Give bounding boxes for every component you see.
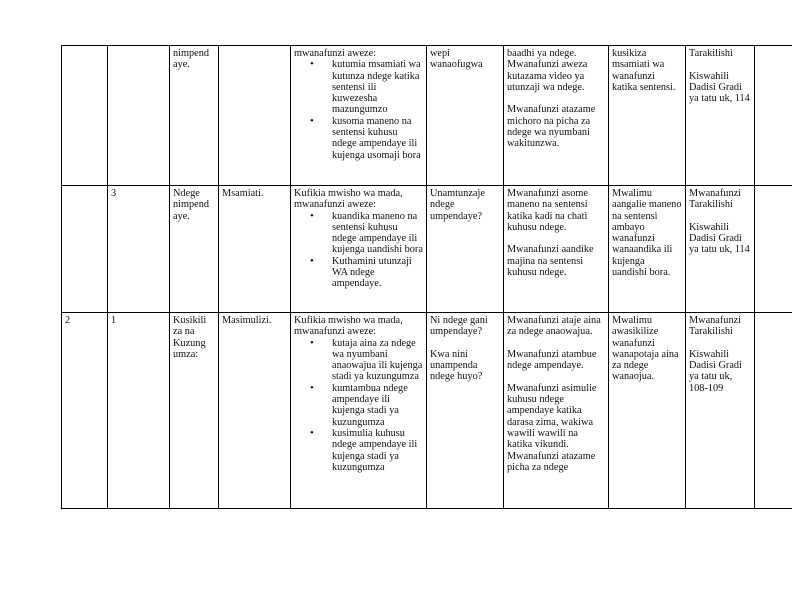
assessment-cell: kusikiza msamiati wa wanafunzi katika sentensi. — [609, 46, 686, 186]
outcome-item: • kusoma maneno na sentensi kuhusu ndege ampendaye ili kujenga usomaji bora — [332, 116, 423, 161]
strand-line: za na — [173, 326, 195, 338]
lesson-cell: 3 — [108, 186, 170, 313]
lesson-cell — [108, 46, 170, 186]
experience: baadhi ya ndege. Mwanafunzi aweza kutazama video ya utunzaji wa ndege. — [507, 48, 588, 93]
strand-cell — [170, 46, 219, 186]
questions-cell — [427, 313, 504, 509]
outcomes-list — [294, 338, 423, 474]
outcomes-list — [294, 59, 423, 161]
outcome-item: • kutumia msamiati wa kutunza ndege katika sentensi ili kuwezesha mazungumzo — [332, 59, 423, 115]
lesson-plan-table — [61, 45, 792, 509]
resources-cell — [686, 46, 755, 186]
outcomes-cell — [291, 313, 427, 509]
outcomes-intro: Kufikia mwisho wa mada, mwanafunzi aweze: — [294, 188, 403, 211]
table-row — [62, 46, 792, 186]
outcome-item: • kumtambua ndege ampendaye ili kujenga stadi ya kuzungumza — [332, 383, 423, 428]
outcomes-cell — [291, 186, 427, 313]
question: Ni ndege gani umpendaye? — [430, 315, 488, 338]
resource: Kiswahili Dadisi Gradi ya tatu uk, 114 — [689, 70, 750, 105]
outcomes-intro: Kufikia mwisho wa mada, mwanafunzi aweze: — [294, 315, 403, 338]
strand-line: Ndege — [173, 188, 200, 199]
experience: Mwanafunzi asimulie kuhusu ndege ampendaye katika darasa zima, wakiwa wawili wawili na katika vikundi. Mwanafunzi atazame picha za ndege — [507, 382, 597, 473]
experience: Mwanafunzi asome maneno na sentensi katika kadi na chati kuhusu ndege. — [507, 188, 588, 233]
lesson-cell: 1 — [108, 313, 170, 509]
substrand-cell — [219, 46, 291, 186]
resource: Mwanafunzi Tarakilishi — [689, 315, 742, 338]
outcome-item: • kusimulia kuhusu ndege ampendaye ili kujenga stadi ya kuzungumza — [332, 428, 423, 473]
resource: Kiswahili Dadisi Gradi ya tatu uk, 114 — [689, 221, 750, 256]
resource: Tarakilishi — [689, 48, 733, 59]
experience: Mwanafunzi aandike majina na sentensi kuhusu ndege. — [507, 244, 594, 279]
question: Kwa nini unampenda ndege huyo? — [430, 348, 483, 383]
substrand-cell: Msamiati. — [219, 186, 291, 313]
remarks-cell — [755, 313, 792, 509]
strand-cell — [170, 186, 219, 313]
experiences-cell — [504, 186, 609, 313]
resources-cell — [686, 186, 755, 313]
experience: Mwanafunzi atambue ndege ampendaye. — [507, 348, 597, 372]
week-cell — [62, 186, 108, 313]
outcome-item: • kutaja aina za ndege wa nyumbani anaowajua ili kujenga stadi ya kuzungumza — [332, 338, 423, 383]
remarks-cell — [755, 186, 792, 313]
questions-cell — [427, 186, 504, 313]
strand-line: Kuzung — [173, 337, 206, 349]
experiences-cell — [504, 46, 609, 186]
outcomes-list — [294, 211, 423, 290]
strand-line: umza: — [173, 348, 199, 360]
outcomes-cell — [291, 46, 427, 186]
substrand-cell: Masimulizi. — [219, 313, 291, 509]
resource: Mwanafunzi Tarakilishi — [689, 188, 742, 211]
resource: Kiswahili Dadisi Gradi ya tatu uk, 108-109 — [689, 348, 742, 394]
experience: Mwanafunzi atazame michoro na picha za ndege wa nyumbani wakitunzwa. — [507, 104, 596, 150]
question: wepi wanaofugwa — [430, 48, 483, 71]
resources-cell — [686, 313, 755, 509]
outcome-item: • Kuthamini utunzaji WA ndege ampendaye. — [332, 256, 423, 290]
outcomes-intro: mwanafunzi aweze: — [294, 48, 377, 59]
week-cell — [62, 46, 108, 186]
table-row — [62, 313, 792, 509]
strand-line: aye. — [173, 210, 190, 222]
experiences-cell — [504, 313, 609, 509]
strand-line: aye. — [173, 59, 190, 71]
table-row — [62, 186, 792, 313]
remarks-cell — [755, 46, 792, 186]
questions-cell — [427, 46, 504, 186]
assessment-cell: Mwalimu awasikilize wanafunzi wanapotaja aina za ndege wanaojua. — [609, 313, 686, 509]
question: Unamtunzaje ndege umpendaye? — [430, 188, 485, 222]
outcome-item: • kuandika maneno na sentensi kuhusu ndege ampendaye ili kujenga uandishi bora — [332, 211, 423, 256]
strand-line: nimpend — [173, 199, 210, 211]
week-cell: 2 — [62, 313, 108, 509]
strand-line: nimpend — [173, 48, 210, 59]
assessment-cell: Mwalimu aangalie maneno na sentensi ambayo wanafunzi wanaandika ili kujenga uandishi bora. — [609, 186, 686, 313]
strand-line: Kusikili — [173, 315, 207, 326]
experience: Mwanafunzi ataje aina za ndege anaowajua. — [507, 315, 601, 338]
strand-cell — [170, 313, 219, 509]
